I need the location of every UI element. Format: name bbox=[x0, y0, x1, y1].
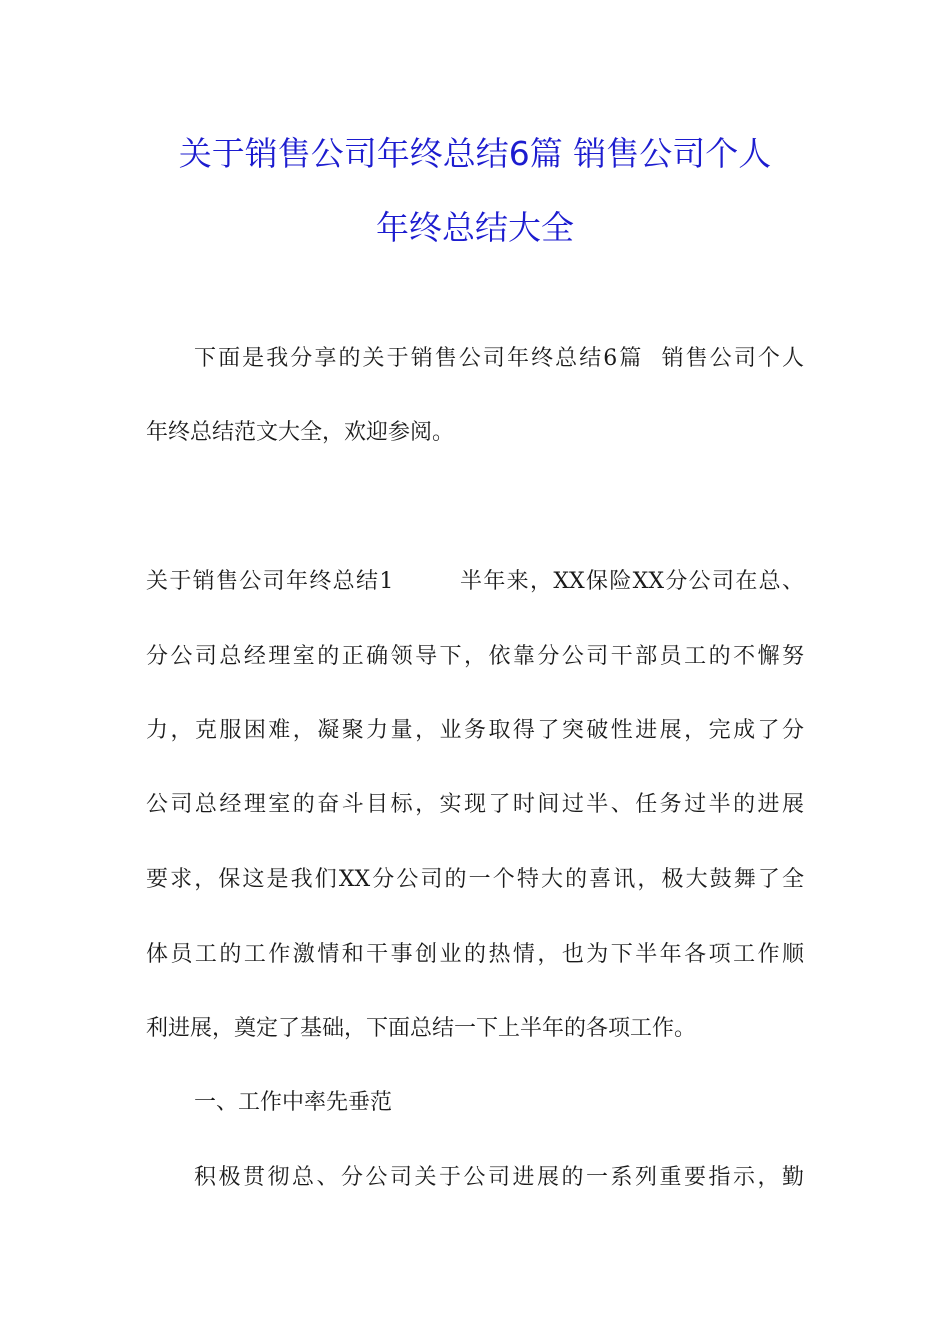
section1-line-3: 力，克服困难，凝聚力量，业务取得了突破性进展，完成了分 bbox=[146, 718, 804, 743]
section1-line-4: 公司总经理室的奋斗目标，实现了时间过半、任务过半的进展 bbox=[146, 792, 804, 817]
section1-line-1: 关于销售公司年终总结1 半年来，XX保险XX分公司在总、 bbox=[146, 569, 804, 594]
intro-line-1: 下面是我分享的关于销售公司年终总结6篇 销售公司个人 bbox=[194, 346, 804, 371]
section1-line-5: 要求，保这是我们XX分公司的一个特大的喜讯，极大鼓舞了全 bbox=[146, 867, 804, 892]
section-heading-1: 一、工作中率先垂范 bbox=[194, 1090, 393, 1115]
section1-line-2: 分公司总经理室的正确领导下，依靠分公司干部员工的不懈努 bbox=[146, 644, 804, 669]
document-title-line-1: 关于销售公司年终总结6篇 销售公司个人 bbox=[178, 134, 772, 173]
section1-line-7: 利进展，奠定了基础，下面总结一下上半年的各项工作。 bbox=[146, 1016, 697, 1041]
section1-line-6: 体员工的工作激情和干事创业的热情，也为下半年各项工作顺 bbox=[146, 942, 804, 967]
document-title-line-2: 年终总结大全 bbox=[376, 208, 574, 247]
para2-line-1: 积极贯彻总、分公司关于公司进展的一系列重要指示，勤 bbox=[194, 1165, 804, 1190]
intro-line-2: 年终总结范文大全，欢迎参阅。 bbox=[146, 420, 455, 445]
